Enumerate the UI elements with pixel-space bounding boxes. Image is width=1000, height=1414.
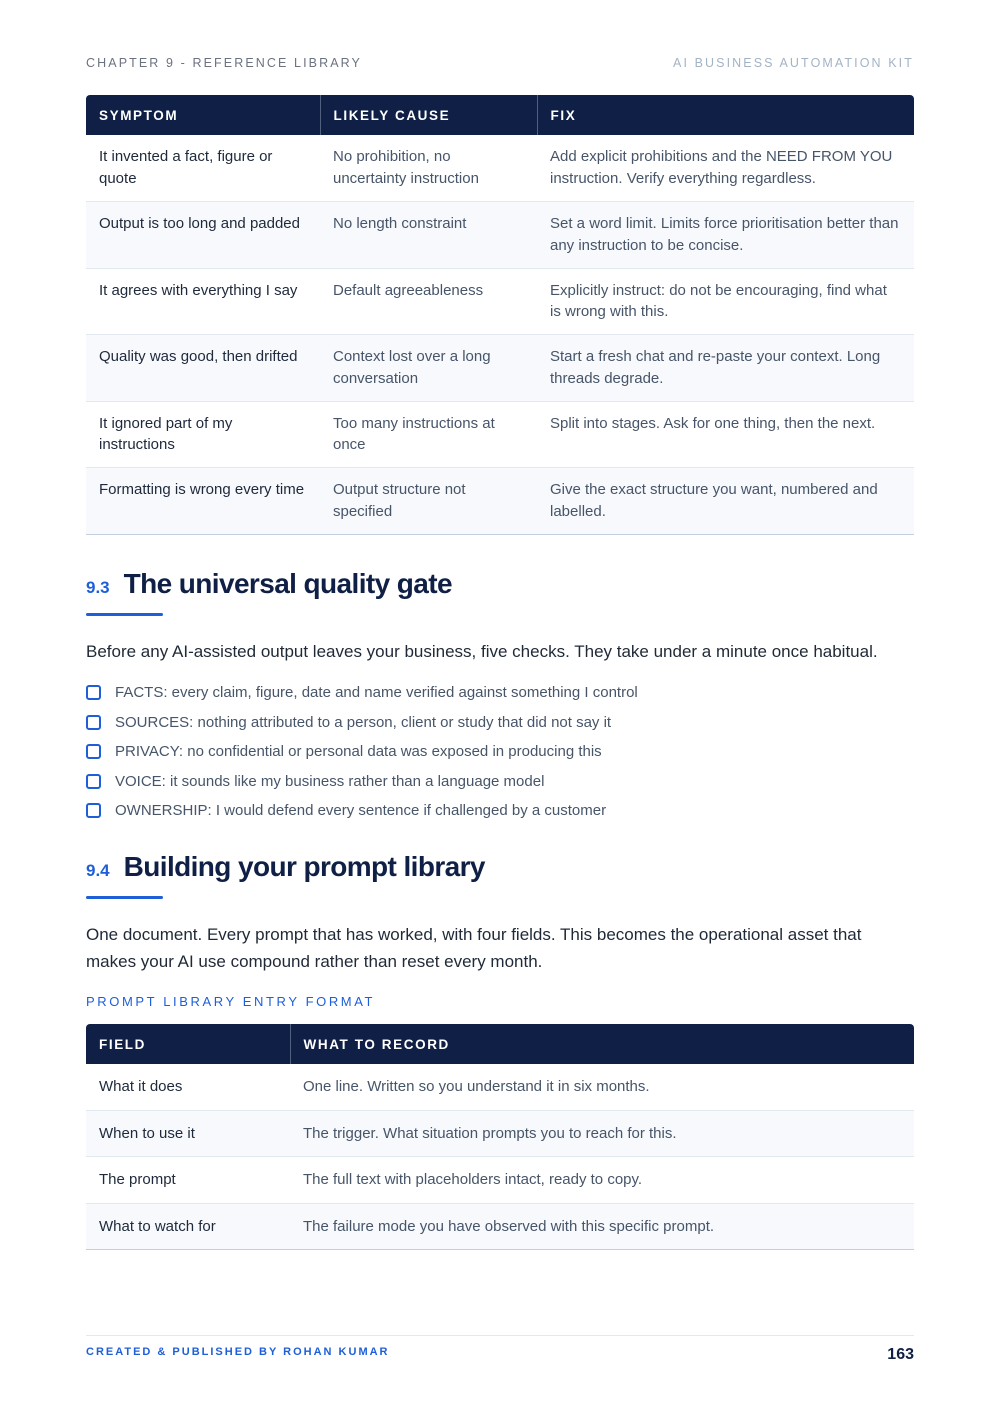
section-intro: One document. Every prompt that has worked, with four fields. This becomes the operational asset that makes your AI use compound rather than reset every month. xyxy=(86,925,862,971)
book-title: AI BUSINESS AUTOMATION KIT xyxy=(673,56,914,70)
checklist-item-text: VOICE: it sounds like my business rather than a language model xyxy=(115,772,545,790)
symptom-cell: Formatting is wrong every time xyxy=(86,468,320,535)
fix-cell: Add explicit prohibitions and the NEED FROM YOU instruction. Verify everything regardless. xyxy=(537,135,914,202)
table-row xyxy=(86,202,914,269)
section-heading-9-4 xyxy=(86,851,485,883)
checklist-item-text: PRIVACY: no confidential or personal data was exposed in producing this xyxy=(115,743,602,761)
page-number: 163 xyxy=(887,1346,914,1363)
table-row xyxy=(86,1110,914,1157)
checkbox-icon xyxy=(86,685,101,700)
table-row xyxy=(86,268,914,335)
section-number: 9.3 xyxy=(86,578,110,597)
symptom-cell: It ignored part of my instructions xyxy=(86,401,320,468)
fix-cell: Split into stages. Ask for one thing, then the next. xyxy=(537,401,914,468)
checkbox-icon xyxy=(86,774,101,789)
table-row xyxy=(86,1157,914,1204)
field-cell: The prompt xyxy=(86,1157,290,1204)
section-title: The universal quality gate xyxy=(123,568,452,599)
checklist-item-text: OWNERSHIP: I would defend every sentence if challenged by a customer xyxy=(115,802,607,820)
table-header-row xyxy=(86,95,914,135)
column-header-field: FIELD xyxy=(86,1024,290,1064)
cause-cell: No length constraint xyxy=(320,202,537,269)
chapter-label: CHAPTER 9 - REFERENCE LIBRARY xyxy=(86,56,362,70)
checklist-item-text: SOURCES: nothing attributed to a person, client or study that did not say it xyxy=(115,713,612,731)
checkbox-icon xyxy=(86,744,101,759)
checkbox-icon xyxy=(86,715,101,730)
table-row xyxy=(86,1203,914,1250)
running-header xyxy=(86,56,914,70)
fix-cell: Give the exact structure you want, numbered and labelled. xyxy=(537,468,914,535)
cause-cell: Context lost over a long conversation xyxy=(320,335,537,402)
field-cell: When to use it xyxy=(86,1110,290,1157)
troubleshooting-table xyxy=(86,95,914,535)
cause-cell: No prohibition, no uncertainty instruction xyxy=(320,135,537,202)
section-underline xyxy=(86,613,163,616)
checkbox-icon xyxy=(86,803,101,818)
record-cell: The trigger. What situation prompts you to reach for this. xyxy=(290,1110,914,1157)
section-intro: Before any AI-assisted output leaves your business, five checks. They take under a minute once habitual. xyxy=(86,642,878,661)
table-row xyxy=(86,335,914,402)
symptom-cell: It invented a fact, figure or quote xyxy=(86,135,320,202)
footer-credit: CREATED & PUBLISHED BY ROHAN KUMAR xyxy=(86,1346,390,1358)
cause-cell: Too many instructions at once xyxy=(320,401,537,468)
quality-checklist xyxy=(86,678,638,826)
prompt-library-table xyxy=(86,1024,914,1250)
record-cell: One line. Written so you understand it in six months. xyxy=(290,1064,914,1110)
column-header-fix: FIX xyxy=(537,95,914,135)
symptom-cell: It agrees with everything I say xyxy=(86,268,320,335)
table-row xyxy=(86,401,914,468)
column-header-symptom: SYMPTOM xyxy=(86,95,320,135)
cause-cell: Default agreeableness xyxy=(320,268,537,335)
section-heading-9-3 xyxy=(86,568,452,600)
symptom-cell: Output is too long and padded xyxy=(86,202,320,269)
field-cell: What it does xyxy=(86,1064,290,1110)
table-header-row xyxy=(86,1024,914,1064)
cause-cell: Output structure not specified xyxy=(320,468,537,535)
section-number: 9.4 xyxy=(86,861,110,880)
checklist-item xyxy=(86,737,638,767)
checklist-item-text: FACTS: every claim, figure, date and name verified against something I control xyxy=(115,684,638,702)
fix-cell: Start a fresh chat and re-paste your context. Long threads degrade. xyxy=(537,335,914,402)
column-header-what-to-record: WHAT TO RECORD xyxy=(290,1024,914,1064)
checklist-item xyxy=(86,767,638,797)
checklist-item xyxy=(86,708,638,738)
section-underline xyxy=(86,896,163,899)
table-row xyxy=(86,1064,914,1110)
footer-divider xyxy=(86,1335,914,1336)
section-title: Building your prompt library xyxy=(123,851,485,882)
table-caption: PROMPT LIBRARY ENTRY FORMAT xyxy=(86,994,376,1009)
symptom-cell: Quality was good, then drifted xyxy=(86,335,320,402)
field-cell: What to watch for xyxy=(86,1203,290,1250)
checklist-item xyxy=(86,796,638,826)
record-cell: The full text with placeholders intact, ready to copy. xyxy=(290,1157,914,1204)
fix-cell: Explicitly instruct: do not be encouraging, find what is wrong with this. xyxy=(537,268,914,335)
checklist-item xyxy=(86,678,638,708)
table-row xyxy=(86,135,914,202)
table-row xyxy=(86,468,914,535)
column-header-likely-cause: LIKELY CAUSE xyxy=(320,95,537,135)
record-cell: The failure mode you have observed with this specific prompt. xyxy=(290,1203,914,1250)
fix-cell: Set a word limit. Limits force prioritisation better than any instruction to be concise. xyxy=(537,202,914,269)
